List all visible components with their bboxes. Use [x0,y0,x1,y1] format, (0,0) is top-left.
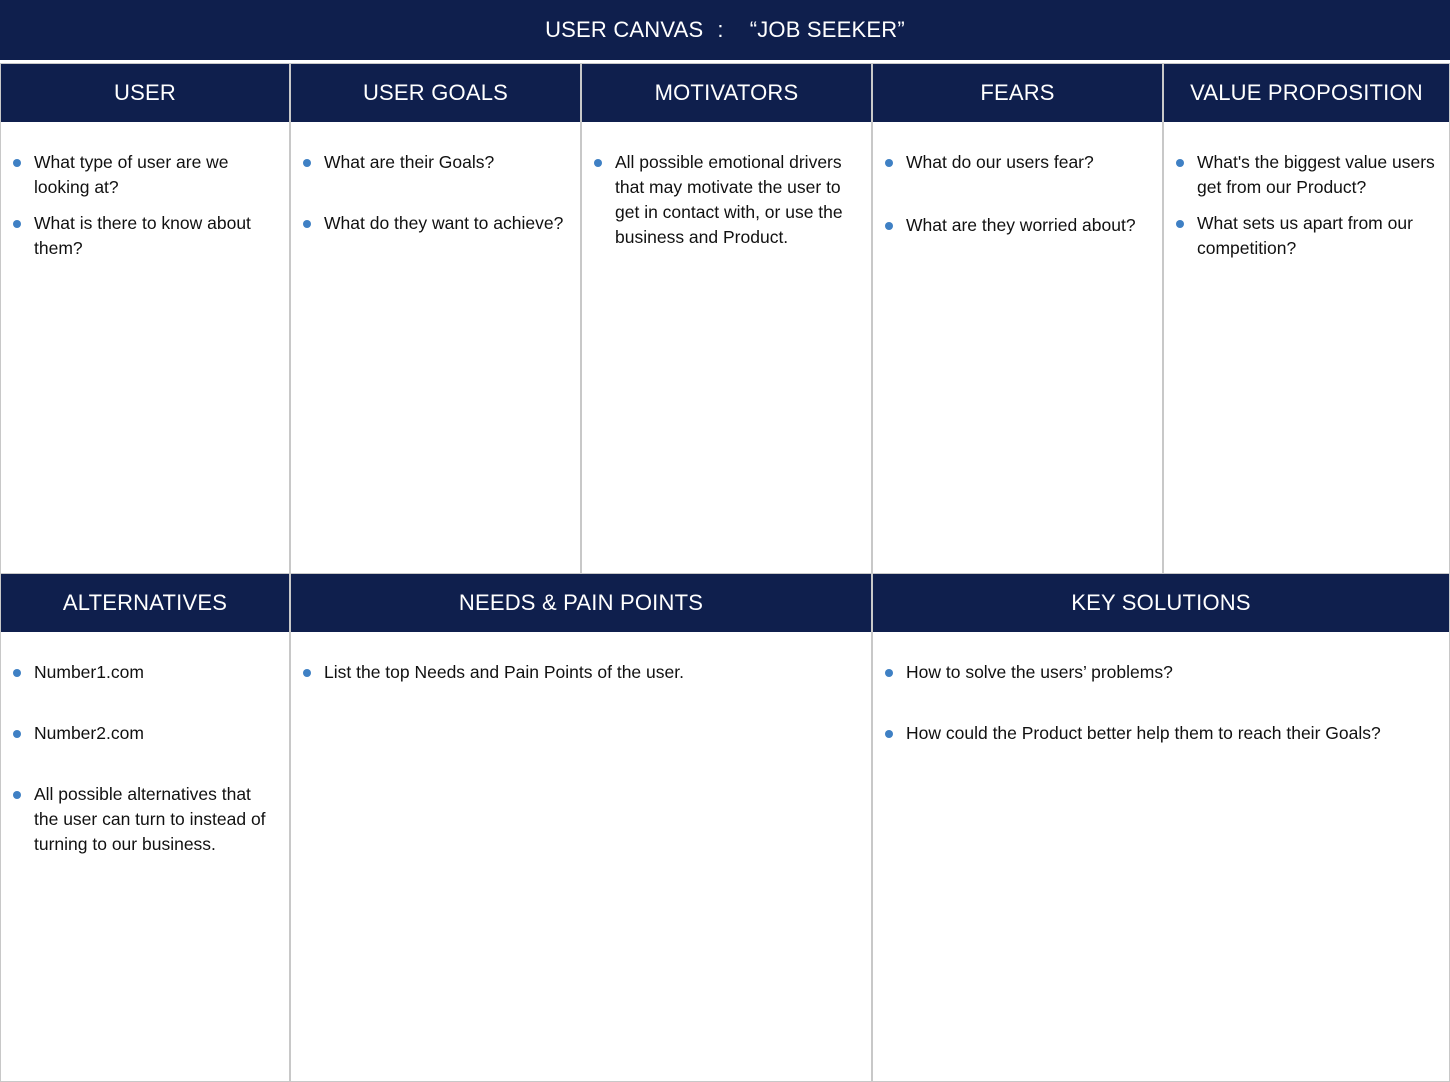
canvas-title-separator: : [717,17,724,42]
list-item [13,211,277,261]
list-item-text: What do they want to achieve? [324,213,564,233]
list-item [303,660,859,685]
bullet-icon [13,669,21,677]
panel-key-solutions-heading: KEY SOLUTIONS [873,574,1449,632]
list-item [13,150,277,200]
list-item-text: All possible alternatives that the user can turn to instead of turning to our business. [34,784,266,854]
panel-alternatives-body [1,632,289,1081]
list-item [885,660,1437,685]
panel-needs-pain-points-body [291,632,871,1081]
list-item-text: What type of user are we looking at? [34,152,229,197]
panel-value-proposition-heading: VALUE PROPOSITION [1164,64,1449,122]
bullet-icon [1176,220,1184,228]
panel-user [0,63,290,574]
panel-user-goals-body [291,122,580,573]
list-item-text: Number2.com [34,723,144,743]
bullet-icon [13,220,21,228]
panel-fears [872,63,1163,574]
panel-alternatives-heading: ALTERNATIVES [1,574,289,632]
list-item-text: Number1.com [34,662,144,682]
list-item [594,150,859,250]
list-item [885,721,1437,746]
panel-motivators-heading: MOTIVATORS [582,64,871,122]
bullet-icon [303,220,311,228]
bullet-icon [303,159,311,167]
list-item [885,150,1150,175]
list-item-text: How to solve the users’ problems? [906,662,1173,682]
list-item-text: What do our users fear? [906,152,1094,172]
list-item-text: What is there to know about them? [34,213,251,258]
list-item [1176,150,1437,200]
list-item [303,150,568,175]
list-item-text: What sets us apart from our competition? [1197,213,1413,258]
list-item [13,721,277,746]
panel-user-goals [290,63,581,574]
panel-user-body [1,122,289,573]
bullet-icon [1176,159,1184,167]
list-item-text: All possible emotional drivers that may motivate the user to get in contact with, or use the business and Product. [615,152,843,247]
panel-fears-list [885,150,1150,238]
panel-fears-body [873,122,1162,573]
panel-needs-pain-points [290,573,872,1082]
canvas-title-label: USER CANVAS [545,17,704,42]
bullet-icon [13,791,21,799]
panel-needs-pain-points-heading: NEEDS & PAIN POINTS [291,574,871,632]
list-item [13,782,277,857]
canvas-title-bar [0,0,1450,60]
bullet-icon [885,159,893,167]
list-item [1176,211,1437,261]
list-item-text: List the top Needs and Pain Points of the user. [324,662,684,682]
panel-user-goals-list [303,150,568,236]
list-item-text: What are their Goals? [324,152,495,172]
panel-key-solutions [872,573,1450,1082]
panel-needs-pain-points-list [303,660,859,685]
list-item-text: What's the biggest value users get from our Product? [1197,152,1435,197]
list-item [885,213,1150,238]
panel-value-proposition [1163,63,1450,574]
panel-alternatives [0,573,290,1082]
bullet-icon [13,159,21,167]
panel-fears-heading: FEARS [873,64,1162,122]
bullet-icon [13,730,21,738]
bullet-icon [303,669,311,677]
panel-user-heading: USER [1,64,289,122]
panel-motivators [581,63,872,574]
panel-motivators-body [582,122,871,573]
list-item [13,660,277,685]
list-item-text: How could the Product better help them to reach their Goals? [906,723,1381,743]
list-item [303,211,568,236]
bullet-icon [885,730,893,738]
panel-user-goals-heading: USER GOALS [291,64,580,122]
bullet-icon [885,669,893,677]
bullet-icon [885,222,893,230]
canvas-title-subject: “JOB SEEKER” [749,17,905,42]
panel-key-solutions-list [885,660,1437,746]
panel-user-list [13,150,277,261]
bullet-icon [594,159,602,167]
panel-alternatives-list [13,660,277,857]
list-item-text: What are they worried about? [906,215,1136,235]
panel-value-proposition-list [1176,150,1437,261]
panel-motivators-list [594,150,859,250]
panel-value-proposition-body [1164,122,1449,573]
panel-key-solutions-body [873,632,1449,1081]
